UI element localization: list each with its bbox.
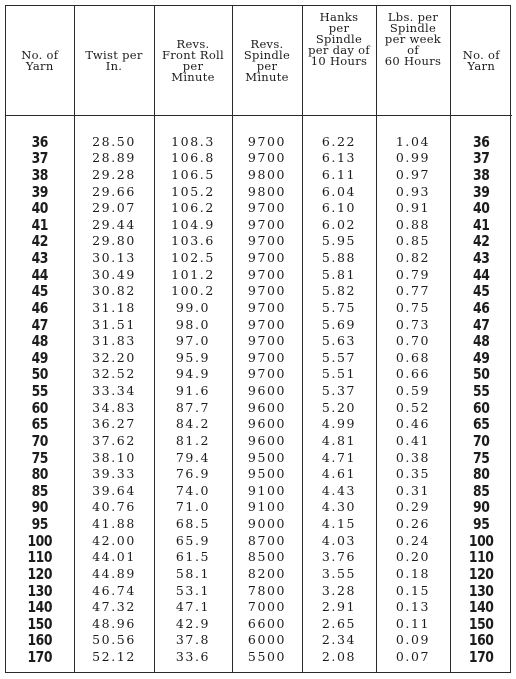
cell-yarn-no-left: 70	[31, 431, 49, 450]
cell-spindle-revs: 9600	[232, 416, 302, 433]
cell-yarn-no-left: 47	[31, 315, 49, 334]
cell-twist: 30.13	[74, 250, 154, 267]
cell-lbs: 0.15	[376, 582, 450, 599]
table-body	[6, 116, 512, 673]
table-row	[6, 483, 512, 500]
cell-spindle-revs: 9700	[232, 200, 302, 217]
yarn-spinning-table	[6, 6, 512, 672]
spacer-cell	[450, 116, 512, 134]
table-row	[6, 582, 512, 599]
cell-hanks: 5.69	[302, 316, 376, 333]
cell-yarn-no-right: 45	[456, 283, 506, 300]
cell-lbs: 0.52	[376, 399, 450, 416]
cell-lbs: 0.24	[376, 532, 450, 549]
cell-yarn-no-right: 65	[456, 416, 506, 433]
cell-lbs: 0.29	[376, 499, 450, 516]
cell-twist: 31.18	[74, 300, 154, 317]
cell-lbs: 0.46	[376, 416, 450, 433]
cell-yarn-no-right: 48	[456, 333, 506, 350]
cell-yarn-no-left: 160	[27, 631, 53, 650]
cell-twist: 52.12	[74, 649, 154, 672]
cell-twist: 46.74	[74, 582, 154, 599]
cell-front-roll-revs: 108.3	[154, 133, 232, 150]
cell-front-roll-revs: 33.6	[154, 649, 232, 672]
cell-spindle-revs: 9800	[232, 183, 302, 200]
cell-hanks: 4.99	[302, 416, 376, 433]
cell-lbs: 1.04	[376, 133, 450, 150]
cell-yarn-no-left: 60	[31, 398, 49, 417]
cell-lbs: 0.09	[376, 632, 450, 649]
table-row	[6, 283, 512, 300]
cell-front-roll-revs: 68.5	[154, 516, 232, 533]
cell-twist: 34.83	[74, 399, 154, 416]
cell-twist: 29.28	[74, 167, 154, 184]
cell-spindle-revs: 9700	[232, 316, 302, 333]
cell-yarn-no-left: 75	[31, 448, 49, 467]
table-row	[6, 333, 512, 350]
cell-yarn-no-right: 75	[456, 449, 506, 466]
cell-yarn-no-left: 95	[31, 515, 49, 534]
table-row	[6, 217, 512, 234]
cell-spindle-revs: 9700	[232, 150, 302, 167]
header-revs-front-roll: Revs. Front Roll per Minute	[154, 6, 232, 116]
cell-lbs: 0.11	[376, 616, 450, 633]
table-header	[6, 6, 512, 116]
table-row	[6, 399, 512, 416]
cell-spindle-revs: 9100	[232, 483, 302, 500]
cell-twist: 36.27	[74, 416, 154, 433]
cell-front-roll-revs: 81.2	[154, 433, 232, 450]
cell-hanks: 6.22	[302, 133, 376, 150]
table-row	[6, 350, 512, 367]
cell-hanks: 6.02	[302, 217, 376, 234]
cell-yarn-no-right: 55	[456, 383, 506, 400]
cell-hanks: 4.30	[302, 499, 376, 516]
cell-hanks: 5.63	[302, 333, 376, 350]
cell-front-roll-revs: 84.2	[154, 416, 232, 433]
cell-yarn-no-right: 150	[456, 616, 506, 633]
cell-lbs: 0.91	[376, 200, 450, 217]
cell-spindle-revs: 5500	[232, 649, 302, 672]
cell-hanks: 2.34	[302, 632, 376, 649]
cell-lbs: 0.26	[376, 516, 450, 533]
table-row	[6, 566, 512, 583]
cell-lbs: 0.82	[376, 250, 450, 267]
cell-yarn-no-right: 160	[456, 632, 506, 649]
cell-front-roll-revs: 105.2	[154, 183, 232, 200]
cell-lbs: 0.97	[376, 167, 450, 184]
table-row	[6, 433, 512, 450]
table-row	[6, 549, 512, 566]
cell-lbs: 0.68	[376, 350, 450, 367]
cell-front-roll-revs: 103.6	[154, 233, 232, 250]
cell-twist: 30.49	[74, 266, 154, 283]
cell-yarn-no-left: 55	[31, 382, 49, 401]
table-row	[6, 300, 512, 317]
cell-lbs: 0.20	[376, 549, 450, 566]
cell-spindle-revs: 9700	[232, 233, 302, 250]
cell-spindle-revs: 9500	[232, 466, 302, 483]
cell-yarn-no-right: 37	[456, 150, 506, 167]
cell-spindle-revs: 9700	[232, 250, 302, 267]
cell-yarn-no-left: 50	[31, 365, 49, 384]
cell-yarn-no-right: 42	[456, 233, 506, 250]
header-no-of-yarn-left: No. of Yarn	[6, 6, 74, 116]
cell-yarn-no-left: 36	[31, 132, 49, 151]
cell-front-roll-revs: 101.2	[154, 266, 232, 283]
cell-spindle-revs: 9700	[232, 133, 302, 150]
cell-front-roll-revs: 91.6	[154, 383, 232, 400]
cell-hanks: 3.28	[302, 582, 376, 599]
cell-spindle-revs: 6000	[232, 632, 302, 649]
cell-hanks: 3.55	[302, 566, 376, 583]
cell-yarn-no-left: 80	[31, 465, 49, 484]
cell-lbs: 0.93	[376, 183, 450, 200]
cell-hanks: 5.88	[302, 250, 376, 267]
header-no-of-yarn-right: No. of Yarn	[450, 6, 512, 116]
cell-yarn-no-right: 46	[456, 300, 506, 317]
header-twist-per-inch: Twist per In.	[74, 6, 154, 116]
table-row	[6, 449, 512, 466]
table-row	[6, 499, 512, 516]
cell-yarn-no-left: 44	[31, 265, 49, 284]
cell-spindle-revs: 9100	[232, 499, 302, 516]
cell-twist: 31.51	[74, 316, 154, 333]
cell-twist: 28.50	[74, 133, 154, 150]
cell-lbs: 0.07	[376, 649, 450, 672]
cell-spindle-revs: 8500	[232, 549, 302, 566]
table-row	[6, 133, 512, 150]
cell-twist: 29.44	[74, 217, 154, 234]
cell-spindle-revs: 8700	[232, 532, 302, 549]
cell-twist: 39.64	[74, 483, 154, 500]
cell-twist: 28.89	[74, 150, 154, 167]
cell-yarn-no-left: 90	[31, 498, 49, 517]
cell-spindle-revs: 8200	[232, 566, 302, 583]
cell-lbs: 0.31	[376, 483, 450, 500]
table-row	[6, 466, 512, 483]
cell-yarn-no-right: 80	[456, 466, 506, 483]
cell-yarn-no-left: 120	[27, 564, 53, 583]
header-lbs-per-spindle: Lbs. per Spindle per week of 60 Hours	[376, 6, 450, 116]
cell-twist: 39.33	[74, 466, 154, 483]
cell-front-roll-revs: 97.0	[154, 333, 232, 350]
cell-yarn-no-right: 43	[456, 250, 506, 267]
cell-front-roll-revs: 99.0	[154, 300, 232, 317]
cell-yarn-no-right: 85	[456, 483, 506, 500]
cell-front-roll-revs: 37.8	[154, 632, 232, 649]
cell-yarn-no-left: 42	[31, 232, 49, 251]
cell-twist: 30.82	[74, 283, 154, 300]
cell-front-roll-revs: 53.1	[154, 582, 232, 599]
cell-lbs: 0.35	[376, 466, 450, 483]
cell-twist: 38.10	[74, 449, 154, 466]
cell-yarn-no-left: 49	[31, 348, 49, 367]
spacer-cell	[6, 116, 74, 134]
cell-spindle-revs: 9600	[232, 399, 302, 416]
cell-yarn-no-right: 110	[456, 549, 506, 566]
cell-spindle-revs: 9700	[232, 333, 302, 350]
table-row	[6, 233, 512, 250]
cell-front-roll-revs: 98.0	[154, 316, 232, 333]
table-row	[6, 266, 512, 283]
cell-yarn-no-right: 49	[456, 350, 506, 367]
cell-hanks: 5.82	[302, 283, 376, 300]
cell-hanks: 3.76	[302, 549, 376, 566]
cell-lbs: 0.99	[376, 150, 450, 167]
cell-twist: 40.76	[74, 499, 154, 516]
table-row	[6, 649, 512, 672]
cell-front-roll-revs: 74.0	[154, 483, 232, 500]
cell-front-roll-revs: 94.9	[154, 366, 232, 383]
cell-yarn-no-left: 48	[31, 332, 49, 351]
cell-yarn-no-right: 47	[456, 316, 506, 333]
cell-yarn-no-left: 110	[27, 548, 53, 567]
cell-spindle-revs: 9700	[232, 350, 302, 367]
cell-spindle-revs: 9000	[232, 516, 302, 533]
cell-hanks: 5.75	[302, 300, 376, 317]
cell-lbs: 0.41	[376, 433, 450, 450]
cell-yarn-no-left: 45	[31, 282, 49, 301]
cell-yarn-no-right: 41	[456, 217, 506, 234]
cell-hanks: 5.51	[302, 366, 376, 383]
cell-hanks: 6.10	[302, 200, 376, 217]
cell-front-roll-revs: 42.9	[154, 616, 232, 633]
cell-front-roll-revs: 79.4	[154, 449, 232, 466]
table-row	[6, 516, 512, 533]
table-row	[6, 183, 512, 200]
cell-hanks: 5.37	[302, 383, 376, 400]
cell-front-roll-revs: 47.1	[154, 599, 232, 616]
cell-lbs: 0.75	[376, 300, 450, 317]
table-row	[6, 366, 512, 383]
header-revs-spindle: Revs. Spindle per Minute	[232, 6, 302, 116]
cell-twist: 47.32	[74, 599, 154, 616]
spacer-cell	[154, 116, 232, 134]
cell-front-roll-revs: 106.8	[154, 150, 232, 167]
cell-yarn-no-right: 44	[456, 266, 506, 283]
cell-hanks: 5.95	[302, 233, 376, 250]
cell-hanks: 4.03	[302, 532, 376, 549]
cell-yarn-no-right: 95	[456, 516, 506, 533]
cell-yarn-no-left: 37	[31, 149, 49, 168]
cell-yarn-no-right: 40	[456, 200, 506, 217]
cell-hanks: 4.43	[302, 483, 376, 500]
cell-yarn-no-left: 85	[31, 481, 49, 500]
cell-lbs: 0.13	[376, 599, 450, 616]
cell-yarn-no-left: 140	[27, 598, 53, 617]
table-row	[6, 150, 512, 167]
cell-front-roll-revs: 100.2	[154, 283, 232, 300]
cell-front-roll-revs: 65.9	[154, 532, 232, 549]
cell-spindle-revs: 9600	[232, 383, 302, 400]
cell-front-roll-revs: 71.0	[154, 499, 232, 516]
cell-yarn-no-right: 90	[456, 499, 506, 516]
table-row	[6, 200, 512, 217]
cell-yarn-no-right: 38	[456, 167, 506, 184]
cell-lbs: 0.79	[376, 266, 450, 283]
cell-twist: 32.20	[74, 350, 154, 367]
cell-spindle-revs: 9800	[232, 167, 302, 184]
cell-spindle-revs: 9700	[232, 366, 302, 383]
cell-twist: 50.56	[74, 632, 154, 649]
cell-yarn-no-left: 170	[27, 648, 53, 667]
yarn-spinning-table-sheet	[5, 5, 511, 673]
cell-twist: 29.66	[74, 183, 154, 200]
cell-lbs: 0.70	[376, 333, 450, 350]
cell-front-roll-revs: 76.9	[154, 466, 232, 483]
cell-yarn-no-right: 170	[456, 649, 506, 672]
cell-front-roll-revs: 95.9	[154, 350, 232, 367]
table-row	[6, 383, 512, 400]
cell-twist: 42.00	[74, 532, 154, 549]
spacer-cell	[232, 116, 302, 134]
cell-twist: 37.62	[74, 433, 154, 450]
cell-yarn-no-left: 39	[31, 182, 49, 201]
spacer-cell	[302, 116, 376, 134]
cell-twist: 32.52	[74, 366, 154, 383]
cell-spindle-revs: 7000	[232, 599, 302, 616]
cell-yarn-no-right: 120	[456, 566, 506, 583]
cell-yarn-no-right: 50	[456, 366, 506, 383]
cell-lbs: 0.73	[376, 316, 450, 333]
cell-front-roll-revs: 87.7	[154, 399, 232, 416]
cell-hanks: 5.81	[302, 266, 376, 283]
cell-yarn-no-left: 43	[31, 249, 49, 268]
cell-front-roll-revs: 106.2	[154, 200, 232, 217]
cell-twist: 41.88	[74, 516, 154, 533]
cell-twist: 31.83	[74, 333, 154, 350]
spacer-row	[6, 116, 512, 134]
cell-spindle-revs: 9700	[232, 283, 302, 300]
cell-twist: 29.07	[74, 200, 154, 217]
cell-hanks: 4.71	[302, 449, 376, 466]
cell-yarn-no-right: 130	[456, 582, 506, 599]
cell-yarn-no-right: 60	[456, 399, 506, 416]
cell-hanks: 2.91	[302, 599, 376, 616]
cell-yarn-no-left: 130	[27, 581, 53, 600]
cell-yarn-no-right: 100	[456, 532, 506, 549]
table-row	[6, 616, 512, 633]
cell-twist: 44.01	[74, 549, 154, 566]
spacer-cell	[376, 116, 450, 134]
cell-twist: 33.34	[74, 383, 154, 400]
cell-twist: 29.80	[74, 233, 154, 250]
cell-front-roll-revs: 102.5	[154, 250, 232, 267]
cell-yarn-no-left: 41	[31, 215, 49, 234]
cell-spindle-revs: 6600	[232, 616, 302, 633]
cell-yarn-no-right: 36	[456, 133, 506, 150]
spacer-cell	[74, 116, 154, 134]
cell-lbs: 0.59	[376, 383, 450, 400]
cell-hanks: 6.04	[302, 183, 376, 200]
cell-front-roll-revs: 61.5	[154, 549, 232, 566]
table-row	[6, 599, 512, 616]
cell-yarn-no-right: 140	[456, 599, 506, 616]
cell-hanks: 6.11	[302, 167, 376, 184]
cell-hanks: 4.81	[302, 433, 376, 450]
cell-spindle-revs: 9600	[232, 433, 302, 450]
cell-yarn-no-left: 40	[31, 199, 49, 218]
cell-lbs: 0.18	[376, 566, 450, 583]
cell-spindle-revs: 9700	[232, 266, 302, 283]
cell-yarn-no-left: 100	[27, 531, 53, 550]
cell-lbs: 0.85	[376, 233, 450, 250]
cell-front-roll-revs: 104.9	[154, 217, 232, 234]
cell-lbs: 0.88	[376, 217, 450, 234]
table-row	[6, 632, 512, 649]
cell-hanks: 4.61	[302, 466, 376, 483]
cell-hanks: 6.13	[302, 150, 376, 167]
cell-lbs: 0.77	[376, 283, 450, 300]
cell-yarn-no-left: 65	[31, 415, 49, 434]
cell-spindle-revs: 9700	[232, 300, 302, 317]
header-hanks-per-spindle: Hanks per Spindle per day of 10 Hours	[302, 6, 376, 116]
cell-spindle-revs: 9500	[232, 449, 302, 466]
cell-front-roll-revs: 58.1	[154, 566, 232, 583]
table-row	[6, 316, 512, 333]
table-row	[6, 416, 512, 433]
cell-yarn-no-right: 70	[456, 433, 506, 450]
cell-twist: 44.89	[74, 566, 154, 583]
table-row	[6, 532, 512, 549]
table-row	[6, 250, 512, 267]
cell-spindle-revs: 9700	[232, 217, 302, 234]
cell-front-roll-revs: 106.5	[154, 167, 232, 184]
cell-hanks: 2.08	[302, 649, 376, 672]
cell-hanks: 4.15	[302, 516, 376, 533]
cell-hanks: 2.65	[302, 616, 376, 633]
cell-hanks: 5.57	[302, 350, 376, 367]
cell-yarn-no-left: 38	[31, 165, 49, 184]
cell-spindle-revs: 7800	[232, 582, 302, 599]
cell-yarn-no-right: 39	[456, 183, 506, 200]
cell-hanks: 5.20	[302, 399, 376, 416]
cell-yarn-no-left: 150	[27, 614, 53, 633]
cell-lbs: 0.66	[376, 366, 450, 383]
cell-twist: 48.96	[74, 616, 154, 633]
table-row	[6, 167, 512, 184]
cell-yarn-no-left: 46	[31, 298, 49, 317]
cell-lbs: 0.38	[376, 449, 450, 466]
header-row	[6, 6, 512, 116]
